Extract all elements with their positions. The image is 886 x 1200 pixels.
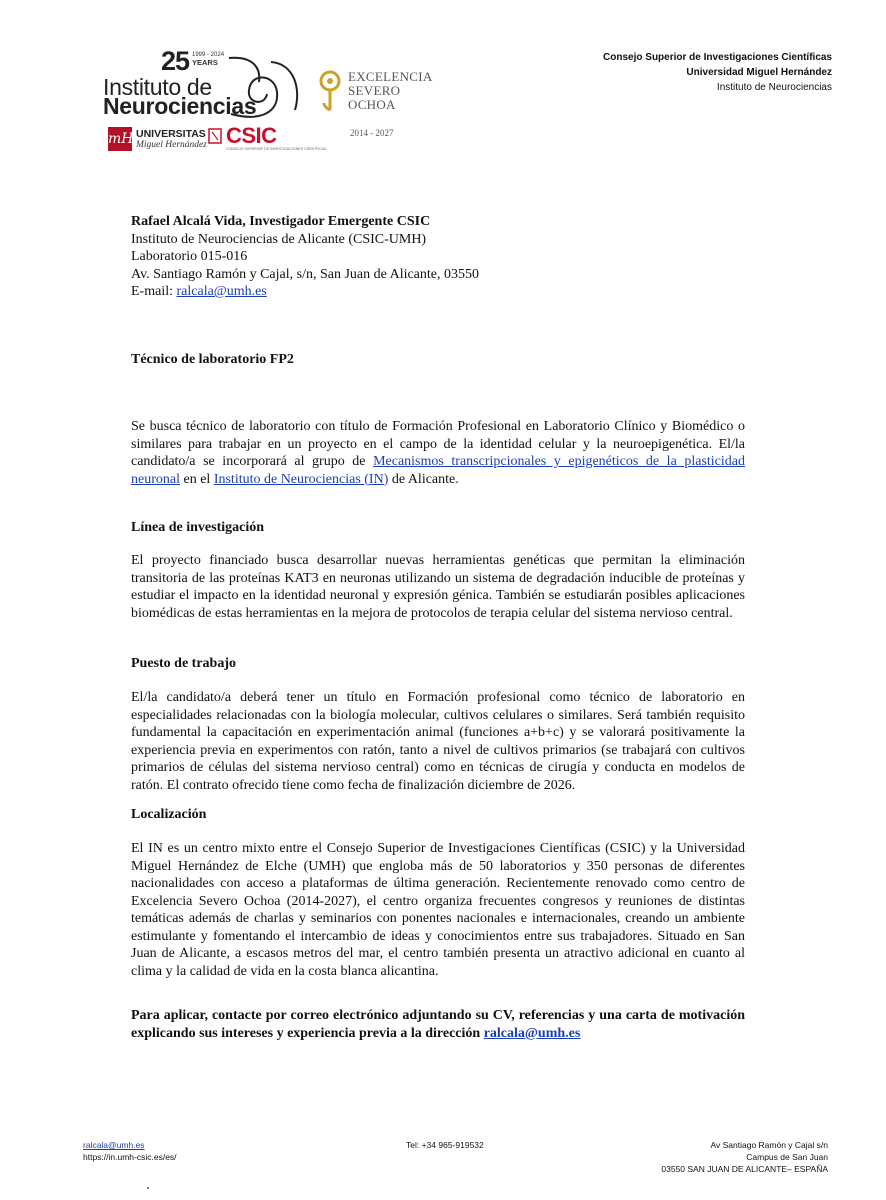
anniversary-years (192, 51, 224, 68)
apply-paragraph (131, 1007, 745, 1042)
contact-name: Rafael Alcalá Vida, Investigador Emergente CSIC (131, 214, 431, 229)
severo-ochoa-text (348, 70, 433, 112)
institutions-header (603, 50, 832, 95)
so-line-2: SEVERO (348, 83, 401, 98)
contact-address: Av. Santiago Ramón y Cajal, s/n, San Juan de Alicante, 03550 (131, 266, 480, 282)
contact-email-label: E-mail: (131, 284, 177, 299)
anniversary-mark (161, 46, 225, 76)
intro-text-2: en el (179, 471, 214, 487)
contact-email-link[interactable]: ralcala@umh.es (176, 284, 267, 299)
job-position-paragraph: El/la candidato/a deberá tener un título en Formación profesional como técnico de laboratorio en especialidades relacionadas con la biología molecular, cultivos celulares o similares. Será también requisito fundamental la capacitación en experimentación animal (funciones a+b+c) y se valorará positivamente la experiencia previa en experimentos con ratón, tanto a nivel de cultivos primarios (se trabajará con cultivos primarios de células del sistema nervioso central) como en técnicas de cirugía y conducta en modelos de ratón. El contrato ofrecido tiene como fecha de finalización diciembre de 2026. (131, 690, 745, 793)
contact-lab: Laboratorio 015-016 (131, 249, 248, 264)
page-dot (147, 1187, 149, 1189)
footer-address-line3: 03550 SAN JUAN DE ALICANTE– ESPAÑA (661, 1164, 828, 1174)
footer-address-line2: Campus de San Juan (746, 1152, 828, 1162)
footer-website: https://in.umh-csic.es/es/ (83, 1152, 177, 1162)
apply-text: Para aplicar, contacte por correo electrónico adjuntando su CV, referencias y una carta de motivación explicando sus intereses y experiencia previa a la dirección (131, 1008, 745, 1041)
apply-email-link[interactable]: ralcala@umh.es (483, 1025, 581, 1041)
contact-email-line (131, 283, 745, 301)
intro-text-3: de Alicante. (388, 471, 459, 487)
umh-logo-line1: UNIVERSITAS (136, 128, 206, 140)
location-paragraph: El IN es un centro mixto entre el Consejo Superior de Investigaciones Científicas (CSIC) y la Universidad Miguel Hernández de Elche (UMH) que engloba más de 50 laboratorios y 350 personas de diferentes nacionalidades con acceso a plataformas de última generación. Recientemente renovado como centro de Excelencia Severo Ochoa (2014-2027), el centro organiza frecuentes congresos y reuniones de distintas temáticas además de charlas y seminarios con ponentes nacionales e internacionales, creando un ambiente estimulante y fomentando el intercambio de ideas y conocimientos entre sus trabajadores. Situado en San Juan de Alicante, a escasos metros del mar, el centro también presenta un atractivo adicional en cuanto al clima y la calidad de vida en la costa blanca alicantina. (131, 841, 745, 979)
research-line-heading: Línea de investigación (131, 520, 265, 535)
umh-logo-line2: Miguel Hernández (136, 140, 207, 150)
institution-umh: Universidad Miguel Hernández (686, 67, 832, 78)
umh-logo (108, 127, 208, 153)
logo-text-neurociencias: Neurociencias (103, 93, 257, 119)
neuron-swirl-icon (221, 56, 299, 120)
severo-ochoa-years: 2014 - 2027 (350, 128, 394, 138)
institute-link[interactable]: Instituto de Neurociencias (IN) (213, 471, 389, 487)
umh-mark-icon: mH (108, 127, 132, 151)
footer-email-link[interactable]: ralcala@umh.es (83, 1140, 145, 1150)
institution-csic: Consejo Superior de Investigaciones Científicas (603, 52, 832, 63)
group-link[interactable]: Mecanismos transcripcionales y epigenéticos de la plasticidad neuronal (131, 454, 745, 487)
anniversary-range: 1999 - 2024 (192, 52, 225, 58)
contact-institute: Instituto de Neurociencias de Alicante (CSIC-UMH) (131, 231, 427, 247)
intro-paragraph (131, 418, 745, 488)
csic-logo-subtitle: CONSEJO SUPERIOR DE INVESTIGACIONES CIENTÍFICAS (226, 147, 327, 151)
footer-address-line1: Av Santiago Ramón y Cajal s/n (710, 1140, 828, 1150)
anniversary-word: YEARS (192, 58, 218, 67)
research-line-paragraph: El proyecto financiado busca desarrollar nuevas herramientas genéticas que permitan la eliminación transitoria de las proteínas KAT3 en neuronas utilizando un sistema de degradación inducible de proteínas y estudiar el impacto en la identidad neuronal y expresión génica. También se estudiarán posibles aplicaciones biomédicas de estas herramientas en la mejora de protocolos de terapia celular del sistema nervioso central. (131, 553, 745, 621)
csic-emblem-icon (208, 128, 222, 144)
footer-phone: Tel: +34 965-919532 (406, 1140, 484, 1150)
so-line-1: EXCELENCIA (348, 69, 433, 84)
footer-address (661, 1139, 828, 1175)
contact-block (131, 213, 745, 301)
instituto-neurociencias-logo (103, 48, 303, 126)
severo-ochoa-logo (318, 66, 448, 146)
job-title: Técnico de laboratorio FP2 (131, 352, 294, 367)
intro-text-1: Se busca técnico de laboratorio con título de Formación Profesional en Laboratorio Clínico y Biomédico o similares para trabajar en un proyecto en el campo de la identidad celular y la neuroepigenética. El/la candidato/a se incorporará al grupo de (131, 419, 745, 469)
severo-ochoa-emblem-icon (318, 70, 342, 114)
location-heading: Localización (131, 807, 207, 822)
so-line-3: OCHOA (348, 97, 396, 112)
job-position-heading: Puesto de trabajo (131, 656, 236, 671)
logo-text-instituto: Instituto de (103, 74, 212, 100)
institution-in: Instituto de Neurociencias (716, 82, 832, 93)
footer-left (83, 1139, 177, 1163)
csic-logo-text: CSIC (226, 123, 277, 148)
csic-logo (208, 123, 327, 154)
anniversary-number: 25 (161, 46, 190, 76)
